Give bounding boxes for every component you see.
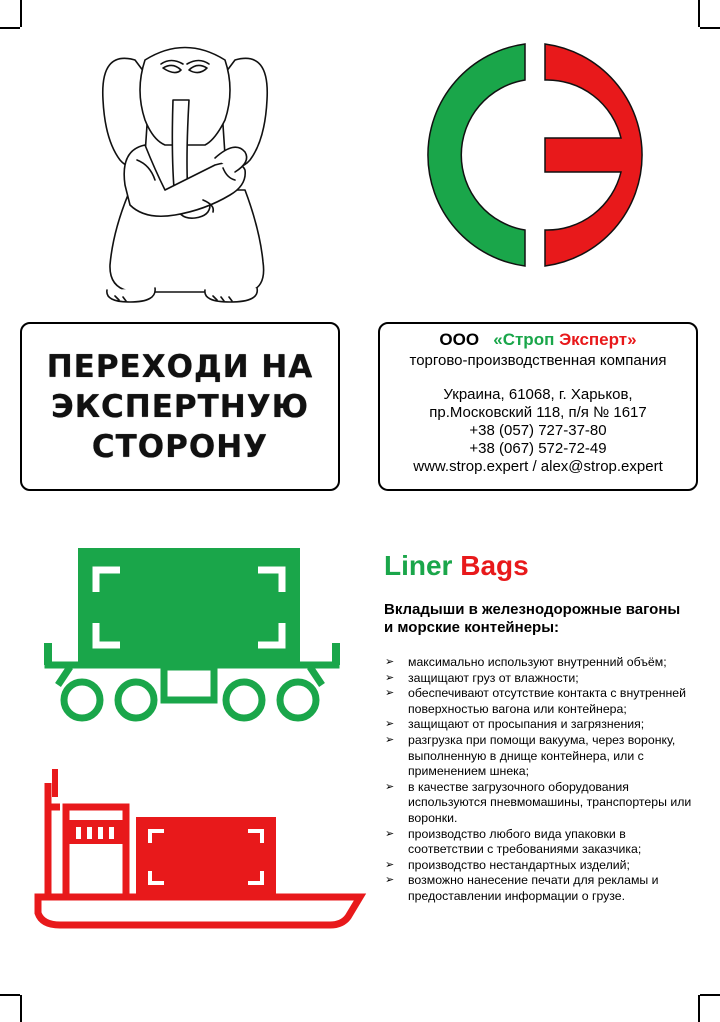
company-name bbox=[380, 328, 696, 352]
feature-text: в качестве загрузочного оборудования используются пневмомашины, транспортеры или воронки. bbox=[408, 779, 692, 825]
list-item bbox=[384, 733, 694, 780]
list-item bbox=[384, 827, 694, 858]
list-item bbox=[384, 655, 694, 671]
arrow-bullet-icon: ➢ bbox=[385, 656, 395, 668]
company-name-part2: Эксперт» bbox=[559, 330, 637, 349]
crop-mark-br-h bbox=[700, 994, 720, 996]
crop-mark-tr-v bbox=[698, 0, 700, 27]
feature-text: разгрузка при помощи вакуума, через воронку, выполненную в днище контейнера, или с применением шнека; bbox=[408, 732, 676, 779]
feature-text: производство нестандартных изделий; bbox=[408, 857, 630, 872]
crop-mark-bl-v bbox=[20, 995, 22, 1022]
address-line: Украина, 61068, г. Харьков, bbox=[443, 386, 633, 403]
feature-text: возможно нанесение печати для рекламы и предоставлении информации о грузе. bbox=[408, 873, 659, 903]
list-item bbox=[384, 780, 694, 827]
arrow-bullet-icon: ➢ bbox=[385, 733, 395, 746]
phone-number: +38 (057) 727-37-80 bbox=[469, 422, 607, 439]
company-logo bbox=[395, 40, 665, 270]
arrow-bullet-icon: ➢ bbox=[385, 827, 395, 840]
phone-number: +38 (067) 572-72-49 bbox=[469, 440, 607, 457]
railcar-icon bbox=[40, 545, 345, 725]
company-name-part1: «Строп bbox=[493, 330, 555, 349]
elephant-illustration bbox=[95, 40, 275, 305]
list-item bbox=[384, 873, 694, 904]
web-email: www.strop.expert / alex@strop.expert bbox=[413, 458, 663, 475]
arrow-bullet-icon: ➢ bbox=[385, 874, 395, 887]
feature-text: максимально используют внутренний объём; bbox=[408, 655, 667, 669]
feature-text: обеспечивают отсутствие контакта с внутренней поверхностью вагона или контейнера; bbox=[408, 686, 687, 716]
ship-icon bbox=[30, 765, 370, 940]
arrow-bullet-icon: ➢ bbox=[385, 858, 395, 871]
slogan-line: СТОРОНУ bbox=[91, 428, 269, 465]
crop-mark-bl-h bbox=[0, 994, 20, 996]
crop-mark-tr-h bbox=[700, 27, 720, 29]
company-description: торгово-производственная компания bbox=[409, 352, 667, 369]
list-item bbox=[384, 717, 694, 733]
slogan-line: ЭКСПЕРТНУЮ bbox=[50, 388, 310, 425]
arrow-bullet-icon: ➢ bbox=[385, 687, 395, 700]
slogan-box bbox=[20, 322, 340, 491]
list-item bbox=[384, 686, 694, 717]
product-title-part1: Liner bbox=[384, 550, 453, 581]
product-title bbox=[384, 550, 529, 582]
feature-text: производство любого вида упаковки в соответствии с требованиями заказчика; bbox=[408, 826, 642, 857]
features-list bbox=[384, 655, 694, 905]
crop-mark-tl-h bbox=[0, 27, 20, 29]
product-subtitle: Вкладыши в железнодорожные вагоны и морские контейнеры: bbox=[384, 601, 681, 636]
crop-mark-br-v bbox=[698, 995, 700, 1022]
address-line: пр.Московский 118, п/я № 1617 bbox=[429, 404, 647, 421]
arrow-bullet-icon: ➢ bbox=[385, 780, 395, 793]
arrow-bullet-icon: ➢ bbox=[385, 718, 395, 731]
feature-text: защищают от просыпания и загрязнения; bbox=[408, 717, 645, 732]
product-title-part2: Bags bbox=[460, 550, 529, 581]
list-item bbox=[384, 671, 694, 687]
contact-box bbox=[378, 322, 698, 491]
slogan-line: ПЕРЕХОДИ НА bbox=[46, 348, 314, 385]
feature-text: защищают груз от влажности; bbox=[408, 670, 579, 685]
crop-mark-tl-v bbox=[20, 0, 22, 27]
company-form: ООО bbox=[439, 330, 480, 349]
arrow-bullet-icon: ➢ bbox=[385, 671, 395, 684]
slogan-text bbox=[47, 347, 314, 467]
list-item bbox=[384, 858, 694, 874]
